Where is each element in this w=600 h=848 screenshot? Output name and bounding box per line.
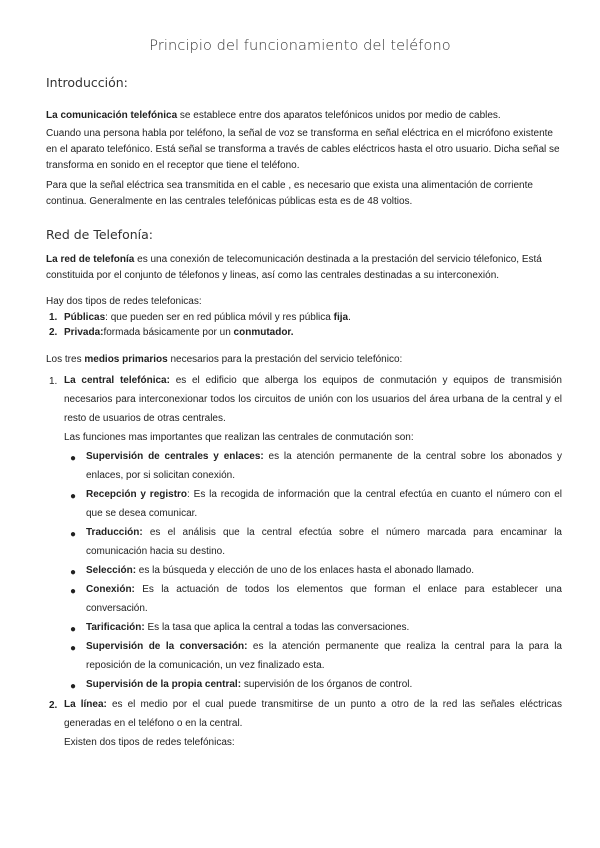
funcion-item bbox=[86, 637, 562, 675]
document-title: Principio del funcionamiento del teléfono bbox=[149, 38, 451, 54]
medio2-text: es el medio por el cual puede transmitirse de un punto a otro de la red las señales eléctricas generadas en el teléfono o en la central. bbox=[64, 699, 562, 729]
medio2-number: 2. bbox=[49, 700, 58, 711]
red-paragraph-1 bbox=[46, 252, 562, 284]
medio1-item bbox=[64, 371, 562, 428]
tipo2-bold: Privada: bbox=[64, 327, 104, 338]
funciones-intro: Las funciones mas importantes que realizan las centrales de conmutación son: bbox=[64, 432, 414, 443]
bullet-icon: ● bbox=[70, 491, 77, 502]
tipo1-bold2: fija bbox=[333, 312, 349, 323]
funcion-text: Es la tasa que aplica la central a todas las conversaciones. bbox=[144, 622, 410, 633]
bullet-icon: ● bbox=[70, 643, 77, 654]
funcion-text: es el análisis que la central efectúa sobre el número marcada para encaminar la comunicación hacia su destino. bbox=[86, 527, 562, 557]
medio2-item bbox=[64, 695, 562, 733]
funcion-item bbox=[86, 523, 562, 561]
medios-intro bbox=[46, 352, 562, 368]
bullet-icon: ● bbox=[70, 681, 77, 692]
funcion-bold: Tarificación: bbox=[86, 622, 145, 633]
funcion-bold: Conexión: bbox=[86, 584, 135, 595]
funcion-bold: Supervisión de la conversación: bbox=[86, 641, 248, 652]
funcion-bold: Traducción: bbox=[86, 527, 143, 538]
funcion-text: : Es la recogida de información que la central efectúa en cuanto el número con el que se desea comunicar. bbox=[86, 489, 563, 519]
tipo1-item bbox=[64, 310, 562, 326]
funcion-text: es la atención permanente de la central sobre los abonados y enlaces, por si solicitan conexión. bbox=[86, 451, 562, 481]
bullet-icon: ● bbox=[70, 567, 77, 578]
funcion-bold: Supervisión de centrales y enlaces: bbox=[86, 451, 264, 462]
medios-text: necesarios para la prestación del servicio telefónico: bbox=[167, 354, 403, 365]
funcion-bold: Recepción y registro bbox=[86, 489, 188, 500]
medios-pre: Los tres bbox=[46, 354, 85, 365]
funcion-bold: Supervisión de la propia central: bbox=[86, 679, 242, 690]
funcion-text: supervisión de los órganos de control. bbox=[241, 679, 413, 690]
intro-paragraph-2: Cuando una persona habla por teléfono, la señal de voz se transforma en señal eléctrica en el micrófono existente en el aparato telefónico. Está señal se transforma a través de cables eléctricos hasta el otro usuario. Dicha señal se transforma en sonido en el receptor que tiene el teléfono. bbox=[46, 128, 560, 171]
bullet-icon: ● bbox=[70, 624, 77, 635]
medios-bold: medios primarios bbox=[84, 354, 168, 365]
tipo2-text: formada básicamente por un bbox=[103, 327, 234, 338]
bullet-icon: ● bbox=[70, 586, 77, 597]
medio1-number: 1. bbox=[49, 376, 58, 387]
bullet-icon: ● bbox=[70, 453, 77, 464]
intro-paragraph-1 bbox=[46, 108, 562, 124]
red-p1-bold: La red de telefonía bbox=[46, 254, 135, 265]
red-p1-text: es una conexión de telecomunicación destinada a la prestación del servicio télefonico, Está constituida por el conjunto de télefonos y lineas, así como las centrales destinadas a su interconexión. bbox=[46, 254, 542, 281]
funcion-item bbox=[86, 580, 562, 618]
tipo1-end: . bbox=[348, 312, 351, 323]
bullet-icon: ● bbox=[70, 529, 77, 540]
funcion-item bbox=[86, 561, 562, 580]
tipo2-number: 2. bbox=[49, 327, 58, 338]
tipos-intro: Hay dos tipos de redes telefonicas: bbox=[46, 296, 202, 307]
intro-heading: Introducción: bbox=[46, 75, 128, 90]
intro-p1-bold: La comunicación telefónica bbox=[46, 110, 178, 121]
tipo1-text: : que pueden ser en red pública móvil y res pública bbox=[105, 312, 334, 323]
funcion-item bbox=[86, 485, 562, 523]
tipo2-bold2: conmutador. bbox=[233, 327, 294, 338]
funcion-item bbox=[86, 618, 562, 637]
medio1-bold: La central telefónica: bbox=[64, 375, 170, 386]
funcion-item bbox=[86, 675, 562, 694]
intro-paragraph-3: Para que la señal eléctrica sea transmitida en el cable , es necesario que exista una alimentación de corriente continua. Generalmente en las centrales telefónicas públicas esta es de 48 voltios. bbox=[46, 180, 533, 207]
funcion-text: Es la actuación de todos los elementos que forman el enlace para establecer una conversación. bbox=[86, 584, 562, 614]
tipo1-number: 1. bbox=[49, 312, 58, 323]
red-heading: Red de Telefonía: bbox=[46, 227, 154, 242]
funcion-bold: Selección: bbox=[86, 565, 137, 576]
tipo2-item bbox=[64, 325, 562, 341]
tipo1-bold: Públicas bbox=[64, 312, 106, 323]
medio1-text: es el edificio que alberga los equipos de conmutación y equipos de transmisión necesarios para interconexionar todos los circuitos de unión con los usuarios del área urbana de la central y el resto de usuarios de otras centrales. bbox=[64, 375, 562, 424]
intro-p1-text: se establece entre dos aparatos telefónicos unidos por medio de cables. bbox=[177, 110, 501, 121]
medio2-tipos: Existen dos tipos de redes telefónicas: bbox=[64, 737, 235, 748]
funcion-text: es la atención permanente que realiza la central para la para la reposición de la comunicación, un vez finalizado esta. bbox=[86, 641, 562, 671]
funcion-text: es la búsqueda y elección de uno de los enlaces hasta el abonado llamado. bbox=[136, 565, 475, 576]
medio2-bold: La línea: bbox=[64, 699, 107, 710]
funcion-item bbox=[86, 447, 562, 485]
